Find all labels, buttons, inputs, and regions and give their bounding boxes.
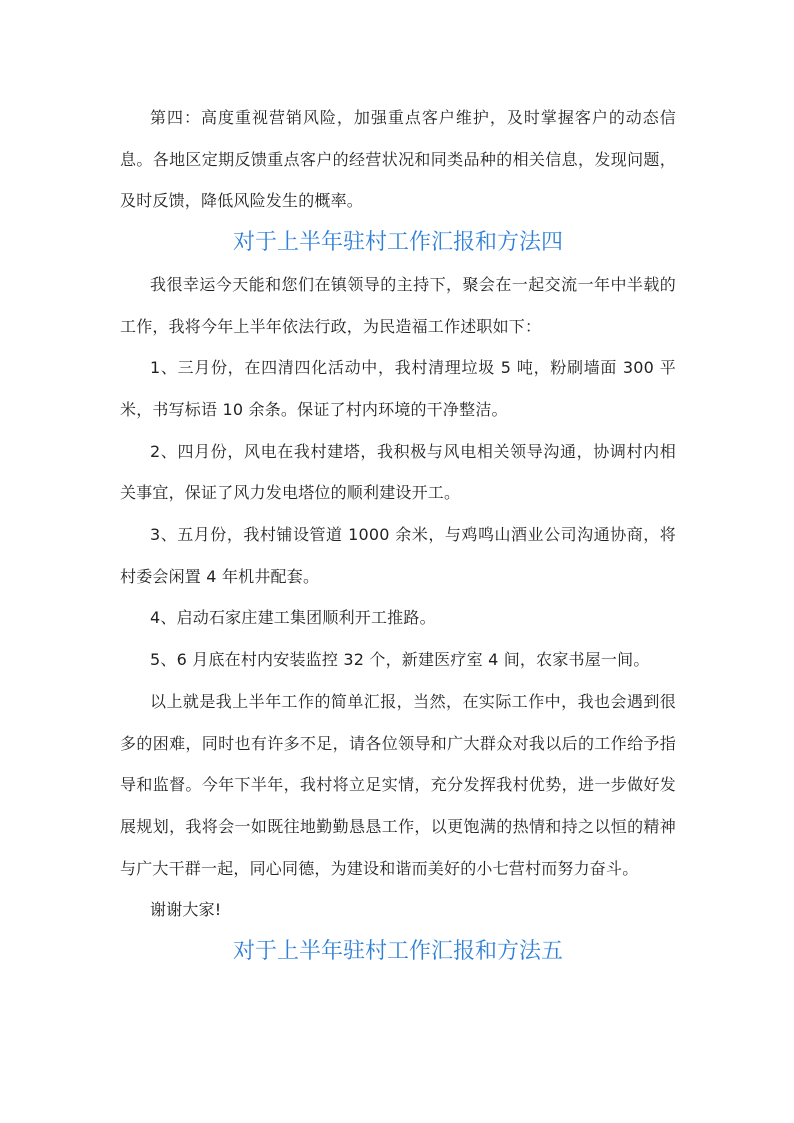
- paragraph-thanks: 谢谢大家!: [150, 900, 222, 920]
- paragraph-risk-control: 第四：高度重视营销风险，加强重点客户维护，及时掌握客户的动态信息。各地区定期反馈重点客户的经营状况和同类品种的相关信息，发现问题，及时反馈，降低风险发生的概率。: [120, 108, 676, 211]
- paragraph-item-3: 3、五月份，我村铺设管道 1000 余米，与鸡鸣山酒业公司沟通协商，将村委会闲置 4 年机井配套。: [120, 525, 676, 586]
- document-body: [120, 97, 676, 973]
- paragraph-item-4: 4、启动石家庄建工集团顺利开工推路。: [150, 608, 436, 628]
- section-heading-4: 对于上半年驻村工作汇报和方法四: [232, 230, 563, 256]
- paragraph-item-2: 2、四月份，风电在我村建塔，我积极与风电相关领导沟通，协调村内相关事宜，保证了风力发电塔位的顺利建设开工。: [120, 441, 676, 503]
- paragraph-item-5: 5、6 月底在村内安装监控 32 个，新建医疗室 4 间，农家书屋一间。: [150, 650, 650, 670]
- paragraph-summary: 以上就是我上半年工作的简单汇报，当然，在实际工作中，我也会遇到很多的困难，同时也有许多不足，请各位领导和广大群众对我以后的工作给予指导和监督。今年下半年，我村将立足实情，充分发挥我村优势，进一步做好发展规划，我将会一如既往地勤勤恳恳工作，以更饱满的热情和持之以恒的精神与广大干群一起，同心同德，为建设和谐而美好的小七营村而努力奋斗。: [120, 691, 676, 878]
- section-heading-5: 对于上半年驻村工作汇报和方法五: [232, 939, 563, 965]
- paragraph-intro: 我很幸运今天能和您们在镇领导的主持下，聚会在一起交流一年中半载的工作，我将今年上半年依法行政，为民造福工作述职如下：: [120, 274, 676, 336]
- paragraph-item-1: 1、三月份，在四清四化活动中，我村清理垃圾 5 吨，粉刷墙面 300 平米，书写标语 10 余条。保证了村内环境的干净整洁。: [120, 358, 676, 419]
